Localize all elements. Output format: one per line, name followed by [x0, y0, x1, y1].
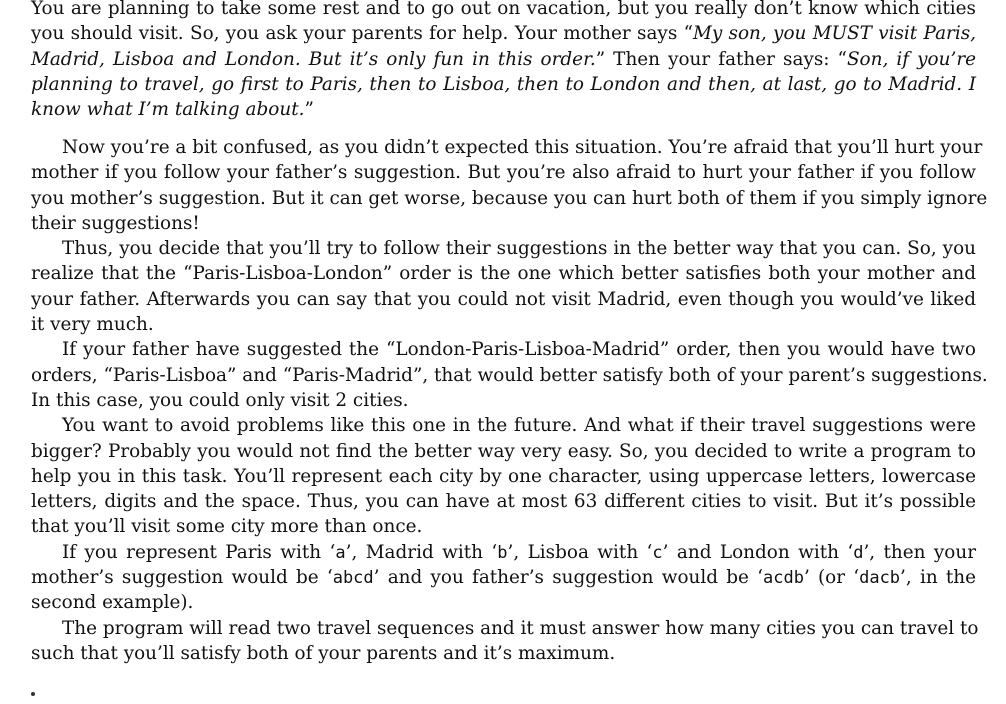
- city-code: d: [853, 542, 864, 563]
- text-line: know what I’m talking about.”: [31, 99, 314, 121]
- text-line: your father. Afterwards you can say that you could not visit Madrid, even though you would’ve liked: [31, 288, 976, 310]
- text-line: help you in this task. You’ll represent each city by one character, using uppercase letters, lowercase: [31, 465, 976, 487]
- text-line: bigger? Probably you would not find the better way very easy. So, you decided to write a program to: [31, 440, 976, 462]
- text-line: letters, digits and the space. Thus, you can have at most 63 different cities to visit. But it’s possible: [31, 491, 976, 513]
- text-line: orders, “Paris-Lisboa” and “Paris-Madrid”, that would better satisfy both of your parent’s suggestions.: [31, 364, 988, 386]
- text-line: Thus, you decide that you’ll try to follow their suggestions in the better way that you can. So, you: [62, 238, 976, 260]
- text-line: [31, 72, 976, 97]
- intro-paragraph: [31, 0, 976, 122]
- text-line: If you represent Paris with ‘a’, Madrid with ‘b’, Lisboa with ‘c’ and London with ‘d’, then your: [62, 541, 976, 563]
- body-paragraphs: [31, 135, 988, 666]
- text-line: mother if you follow your father’s suggestion. But you’re also afraid to hurt your father if you follow: [31, 162, 976, 184]
- text-line: it very much.: [31, 314, 154, 336]
- city-code: dacb: [859, 568, 901, 589]
- decision-paragraph: [31, 236, 976, 337]
- cropped-text-fragment: [31, 692, 35, 696]
- text-line: such that you’ll satisfy both of your parents and it’s maximum.: [31, 642, 616, 664]
- text-line: you should visit. So, you ask your parents for help. Your mother says “My son, you MUST visit Paris,: [31, 23, 976, 45]
- city-code: c: [652, 542, 663, 563]
- quoted-suggestion: My son, you MUST visit Paris,: [692, 23, 976, 45]
- text-line: their suggestions!: [31, 212, 200, 234]
- program-paragraph: [31, 413, 976, 539]
- text-line: Now you’re a bit confused, as you didn’t expected this situation. You’re afraid that you’ll hurt your: [62, 137, 983, 158]
- city-code: acdb: [762, 568, 804, 589]
- city-code: abcd: [332, 568, 374, 589]
- text-line: The program will read two travel sequences and it must answer how many cities you can travel to: [62, 617, 979, 639]
- text-line: that you’ll visit some city more than once.: [31, 516, 423, 538]
- quoted-suggestion: planning to travel, go first to Paris, then to Lisboa, then to London and then, at last, go to Madrid. I: [31, 73, 976, 95]
- encoding-paragraph: [31, 540, 976, 616]
- confusion-paragraph: [31, 135, 988, 236]
- quoted-suggestion: Son, if you’re: [846, 48, 976, 70]
- text-line: You want to avoid problems like this one in the future. And what if their travel suggestions were: [62, 415, 976, 437]
- text-line: In this case, you could only visit 2 cities.: [31, 389, 409, 411]
- text-line: second example).: [31, 592, 194, 614]
- text-line: mother’s suggestion would be ‘abcd’ and you father’s suggestion would be ‘acdb’ (or ‘dacb’, in the: [31, 567, 977, 589]
- city-code: a: [335, 542, 346, 563]
- quoted-suggestion: Madrid, Lisboa and London. But it’s only fun in this order.: [31, 48, 596, 70]
- task-paragraph: [31, 616, 979, 667]
- quoted-suggestion: know what I’m talking about.: [31, 99, 305, 121]
- text-line: you mother’s suggestion. But it can get worse, because you can hurt both of them if you simply ignore: [31, 187, 988, 209]
- text-line: realize that the “Paris-Lisboa-London” order is the one which better satisfies both your mother and: [31, 263, 976, 285]
- text-line: If your father have suggested the “London-Paris-Lisboa-Madrid” order, then you would have two: [62, 339, 976, 361]
- example-paragraph: [31, 337, 988, 413]
- text-line: Madrid, Lisboa and London. But it’s only fun in this order.” Then your father says: “Son, if you’re: [31, 48, 976, 70]
- text-line: You are planning to take some rest and to go out on vacation, but you really don’t know which cities: [31, 0, 976, 19]
- city-code: b: [497, 542, 508, 563]
